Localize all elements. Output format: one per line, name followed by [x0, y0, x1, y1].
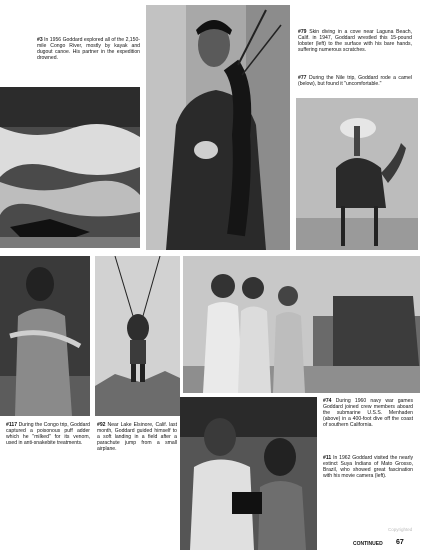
- caption-submarine: [323, 398, 413, 428]
- caption-camel: [298, 75, 412, 87]
- page-number: 67: [396, 539, 404, 546]
- photo-congo-river: [0, 87, 140, 248]
- caption-suya: [323, 455, 413, 479]
- caption-number: #3: [37, 37, 43, 43]
- caption-lobster: [298, 29, 412, 53]
- caption-text: Near Lake Elsinore, Calif. last month, Goddard guided himself to a soft landing in a field after a parachute jump from a small airplane.: [97, 422, 177, 452]
- caption-text: In 1962 Goddard visited the nearly extinct Suya Indians of Mato Grosso, Brazil, who showed great fascination with his movie camera (left).: [323, 455, 414, 479]
- caption-text: During the Nile trip, Goddard rode a camel (below), but found it "uncomfortable.": [298, 75, 412, 87]
- caption-congo-river: [37, 37, 140, 61]
- photo-camel: [296, 98, 418, 250]
- photo-lobster: [146, 5, 290, 250]
- photo-submarine: [183, 256, 420, 393]
- photo-puff-adder: [0, 256, 90, 416]
- caption-text: During 1960 navy war games Goddard joined crew members aboard the submarine U.S.S. Menhaden (above) in a 400-foot dive off the coast of southern California.: [323, 398, 413, 428]
- photo-parachute: [95, 256, 180, 416]
- caption-number: #92: [97, 422, 106, 428]
- caption-number: #77: [298, 75, 307, 81]
- caption-number: #74: [323, 398, 332, 404]
- continued-label: CONTINUED: [353, 541, 383, 547]
- photo-suya-indians: [180, 397, 317, 550]
- caption-parachute: [97, 422, 177, 452]
- caption-puff-adder: [6, 422, 90, 446]
- caption-text: In 1956 Goddard explored all of the 2,150-mile Congo River, mostly by kayak and dugout canoe. His partner in the expedition drowned.: [37, 37, 141, 61]
- caption-text: During the Congo trip, Goddard captured a poisonous puff adder which he "milked" for its venom, used in anti-snakebite treatments.: [6, 422, 90, 446]
- caption-number: #11: [323, 455, 332, 461]
- caption-text: Skin diving in a cove near Laguna Beach, Calif. in 1947, Goddard wrestled this 15-pound lobster (left) to the surface with his bare hands, suffering numerous scratches.: [298, 29, 413, 53]
- caption-number: #79: [298, 29, 307, 35]
- caption-number: #117: [6, 422, 18, 428]
- watermark: Copyrighted: [388, 527, 413, 532]
